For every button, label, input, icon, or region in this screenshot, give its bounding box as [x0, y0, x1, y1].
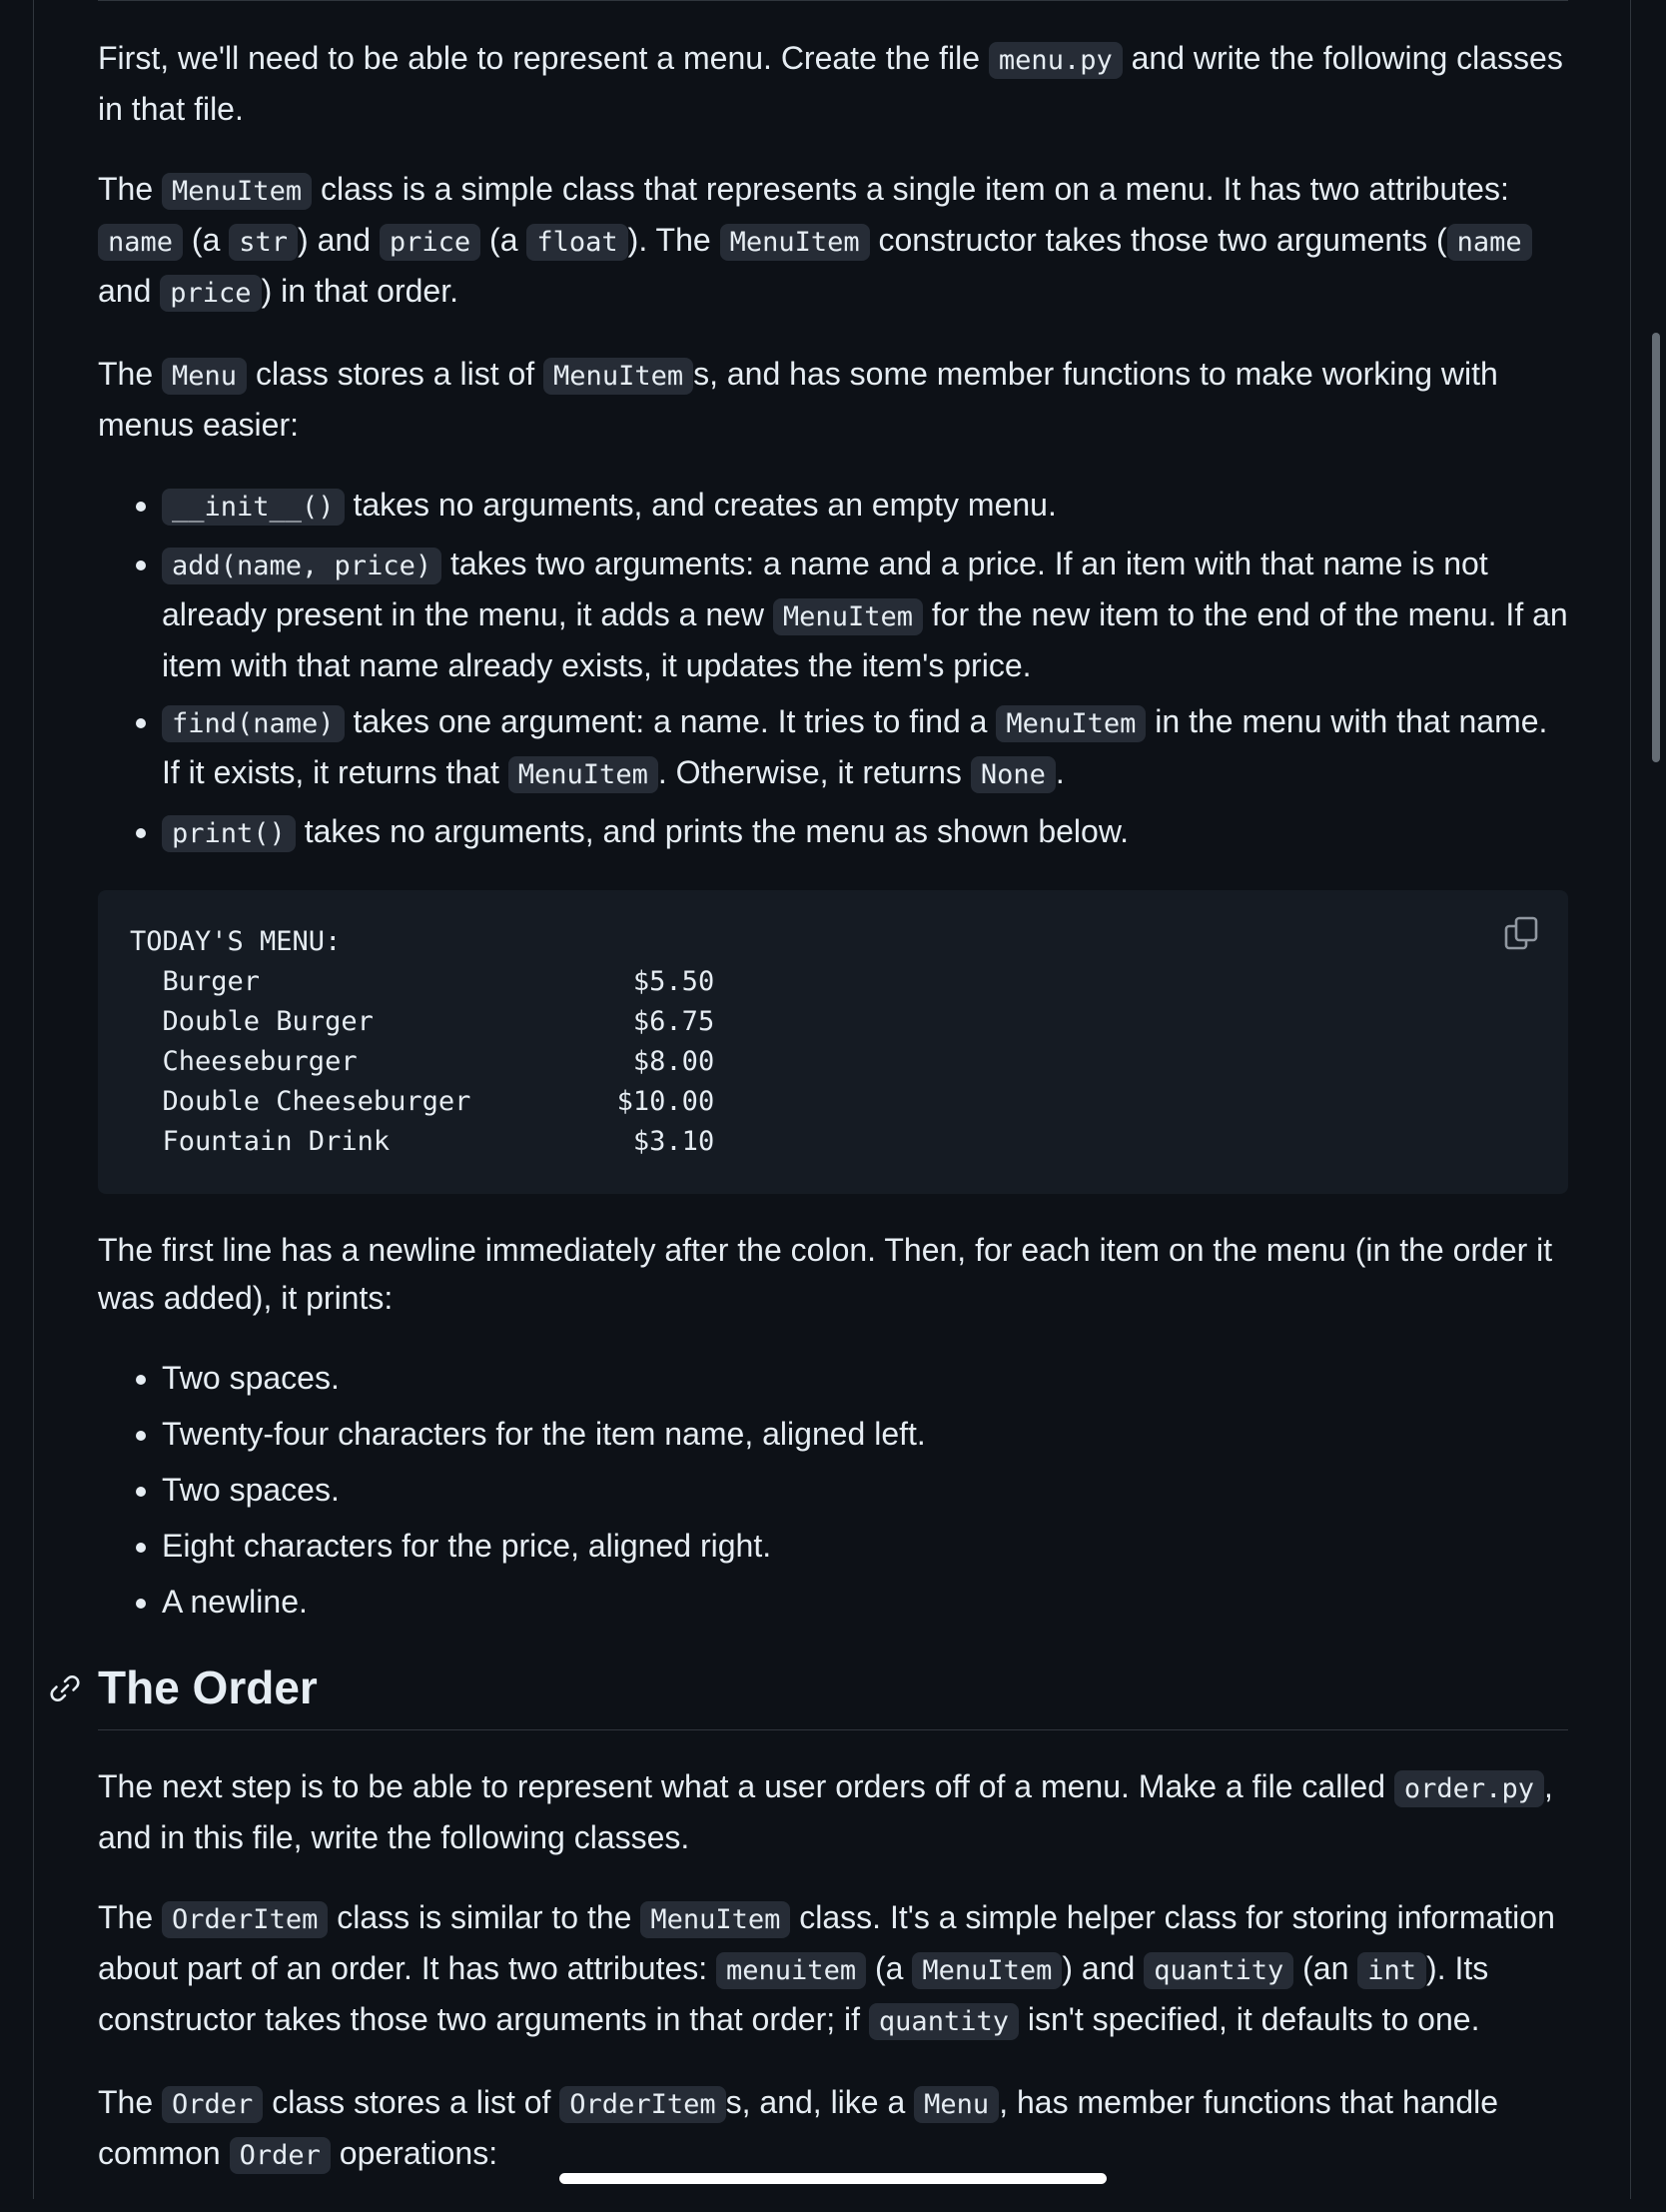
list-item: • Twenty-four characters for the item name, aligned left. — [162, 1410, 1568, 1458]
inline-code: quantity — [1144, 1952, 1293, 1989]
order-class-paragraph: The Order class stores a list of OrderItem s, and, like a Menu , has member functions that handle common Order operations: — [98, 2078, 1568, 2180]
home-indicator[interactable] — [559, 2173, 1107, 2184]
readme-content — [98, 34, 1568, 2212]
inline-code: MenuItem — [996, 705, 1146, 742]
inline-code: print() — [162, 815, 296, 852]
inline-code: name — [1447, 224, 1532, 261]
list-item: • Eight characters for the price, aligned right. — [162, 1522, 1568, 1570]
inline-code: Menu — [162, 358, 247, 395]
inline-code: OrderItem — [559, 2086, 725, 2123]
link-icon[interactable] — [48, 1671, 82, 1705]
inline-code: find(name) — [162, 705, 345, 742]
copy-icon[interactable] — [1502, 914, 1542, 954]
inline-code: MenuItem — [508, 756, 658, 793]
list-item: • Two spaces. — [162, 1354, 1568, 1402]
inline-code: quantity — [869, 2003, 1019, 2040]
inline-code: int — [1357, 1952, 1426, 1989]
list-item: • find(name) takes one argument: a name. It tries to find a MenuItem in the menu with that name. If it exists, it returns that MenuItem . Otherwise, it returns None . — [162, 697, 1568, 799]
top-divider — [98, 0, 1568, 1]
inline-code: Order — [230, 2137, 331, 2174]
code-block — [98, 890, 1568, 1194]
inline-code: MenuItem — [543, 358, 693, 395]
method-list — [98, 481, 1568, 858]
inline-code: add(name, price) — [162, 548, 441, 584]
inline-code: MenuItem — [912, 1952, 1062, 1989]
orderitem-paragraph: The OrderItem class is similar to the MenuItem class. It's a simple helper class for storing information about part of an order. It has two attributes: menuitem (a MenuItem ) and quantity (an int ). Its constructor takes those two arguments in that order; if quantity isn't specified, it defaults to one. — [98, 1893, 1568, 2046]
section-heading — [98, 1658, 1568, 1730]
menu-class-paragraph: The Menu class stores a list of MenuItem s, and has some member functions to make working with menus easier: — [98, 356, 1498, 443]
order-intro-paragraph: The next step is to be able to represent what a user orders off of a menu. Make a file called order.py , and in this file, write the following classes. — [98, 1768, 1553, 1855]
list-item: • __init__() takes no arguments, and creates an empty menu. — [162, 481, 1568, 532]
list-item: • add(name, price) takes two arguments: a name and a price. If an item with that name is not already present in the menu, it adds a new MenuItem for the new item to the end of the menu. If an item with that name already exists, it updates the item's price. — [162, 540, 1568, 689]
list-item: • A newline. — [162, 1578, 1568, 1626]
inline-code: Menu — [914, 2086, 999, 2123]
inline-code: float — [526, 224, 627, 261]
inline-code: MenuItem — [162, 173, 312, 210]
inline-code: __init__() — [162, 489, 345, 526]
inline-code: order.py — [1394, 1770, 1544, 1807]
first-line-paragraph: The first line has a newline immediately after the colon. Then, for each item on the menu (in the order it was added), it prints: — [98, 1232, 1553, 1316]
code-block-text: TODAY'S MENU: Burger $5.50 Double Burger $6.75 Cheeseburger $8.00 Double Cheeseburger $10.00 Fountain Drink $3.10 — [130, 926, 715, 1157]
inline-code: MenuItem — [640, 1901, 790, 1938]
inline-code: menu.py — [989, 42, 1123, 79]
list-item: • Two spaces. — [162, 1466, 1568, 1514]
inline-code: MenuItem — [773, 598, 923, 635]
list-item: • print() takes no arguments, and prints the menu as shown below. — [162, 807, 1568, 858]
inline-code: name — [98, 224, 183, 261]
inline-code: MenuItem — [720, 224, 870, 261]
vertical-scrollbar[interactable] — [1652, 333, 1660, 762]
inline-code: price — [160, 275, 261, 312]
section-heading-text: The Order — [98, 1661, 318, 1713]
inline-code: None — [971, 756, 1056, 793]
format-list — [98, 1354, 1568, 1626]
menuitem-paragraph: The MenuItem class is a simple class that represents a single item on a menu. It has two attributes: name (a str ) and price (a float ). The MenuItem constructor takes those two arguments ( name and price ) in that order. — [98, 165, 1568, 318]
inline-code: str — [229, 224, 298, 261]
inline-code: Order — [162, 2086, 263, 2123]
inline-code: price — [380, 224, 480, 261]
inline-code: OrderItem — [162, 1901, 328, 1938]
menu-intro-paragraph: First, we'll need to be able to represent a menu. Create the file menu.py and write the following classes in that file. — [98, 40, 1563, 127]
inline-code: menuitem — [716, 1952, 866, 1989]
